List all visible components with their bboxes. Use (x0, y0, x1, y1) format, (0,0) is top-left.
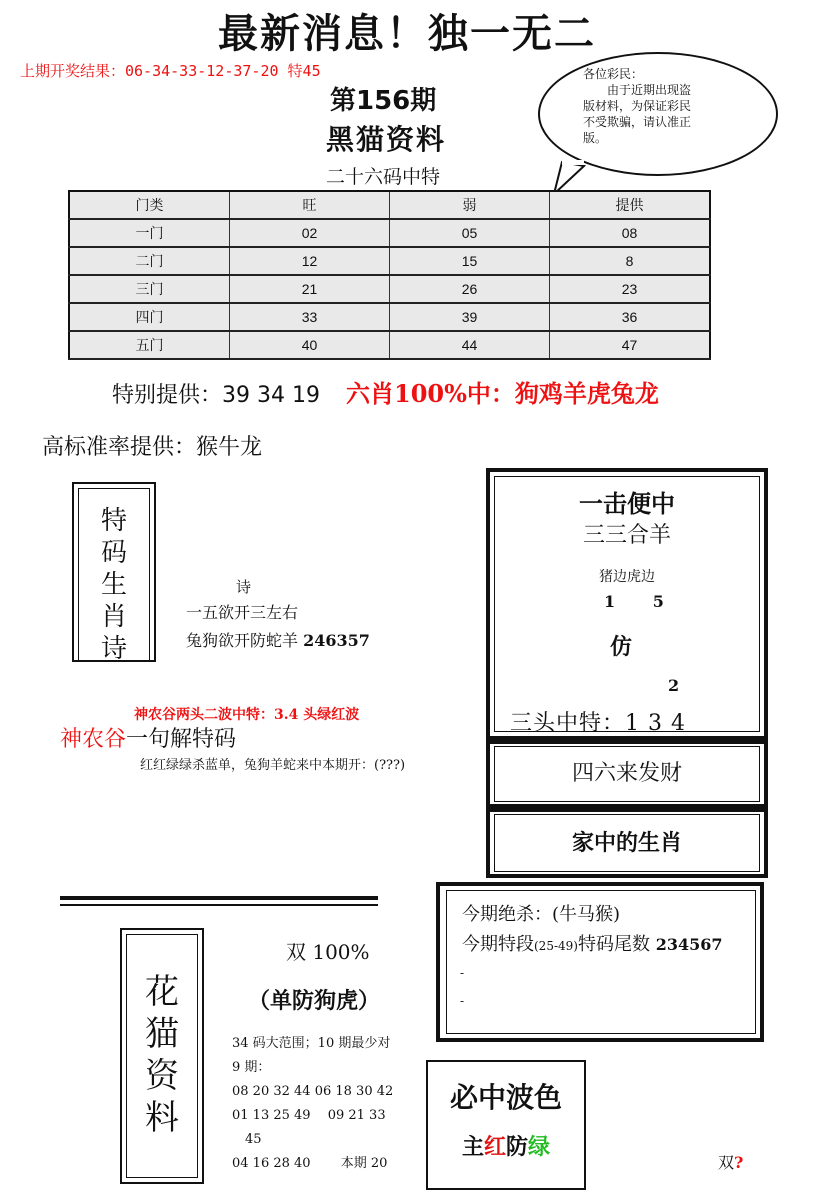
table-cell: 40 (230, 331, 390, 359)
poem-line-1: 一五欲开三左右 (186, 603, 299, 622)
double-100: 双 100% (286, 940, 370, 964)
kill-dash: - (460, 966, 465, 980)
yiji-title: 一击便中 (579, 489, 675, 518)
six-zodiac: 六肖100%中：狗鸡羊虎兔龙 (346, 379, 659, 408)
table-cell: 33 (230, 303, 390, 331)
table-cell: 12 (230, 247, 390, 275)
poem-box-char: 特 (100, 506, 127, 536)
range-line: 34 码大范围；10 期最少对 (232, 1036, 391, 1051)
table-cell: 44 (390, 331, 550, 359)
yiji-two: 2 (668, 676, 680, 695)
high-accuracy: 高标准率提供：猴牛龙 (42, 435, 263, 460)
range-line: 04 16 28 40 本期 20 (232, 1156, 388, 1171)
segment-line (462, 930, 723, 956)
table-cell: 一门 (69, 219, 230, 247)
table-row (69, 331, 710, 359)
shennong-title (60, 722, 236, 753)
kill-dash: - (460, 994, 465, 1008)
table-cell: 05 (390, 219, 550, 247)
poem-box-char: 诗 (100, 634, 127, 664)
table-cell: 02 (230, 219, 390, 247)
number-table (68, 190, 711, 360)
table-cell: 三门 (69, 275, 230, 303)
huamao-char: 猫 (145, 1014, 179, 1054)
santou-text: 三头中特：1 3 4 (510, 711, 686, 736)
range-line: 45 (232, 1132, 262, 1147)
table-cell: 36 (550, 303, 711, 331)
range-line: 01 13 25 49 09 21 33 (232, 1108, 386, 1123)
range-line: 9 期： (232, 1060, 271, 1075)
table-row (69, 219, 710, 247)
yiji-note: 猪边虎边 (599, 569, 655, 585)
huamao-char: 花 (145, 972, 179, 1012)
seg-tail-label: 特码尾数 (577, 934, 656, 955)
table-header: 提供 (550, 191, 711, 219)
poem-line-2 (186, 628, 370, 651)
question-mark-icon: ? (734, 1153, 744, 1172)
wave-red: 红 (483, 1134, 506, 1160)
notice-line: 不受欺骗，请认准正 (583, 115, 692, 129)
notice-line: 由于近期出现盗 (583, 83, 692, 97)
notice-line: 版材料，为保证彩民 (583, 99, 692, 113)
footer-double (718, 1150, 743, 1173)
last-result: 上期开奖结果：06-34-33-12-37-20 特45 (20, 62, 321, 80)
kill-line: 今期绝杀：(牛马猴) (462, 904, 621, 925)
issue-number: 第156期 (330, 86, 437, 116)
yiji-sub: 三三合羊 (582, 523, 671, 548)
wave-color-line (426, 1130, 586, 1161)
table-cell: 8 (550, 247, 711, 275)
poem-box-char: 肖 (100, 602, 127, 632)
notice-line: 各位彩民： (583, 67, 644, 81)
poem-label: 诗 (236, 578, 252, 596)
wave-main: 主 (461, 1134, 484, 1160)
table-header: 旺 (230, 191, 390, 219)
huamao-char: 料 (145, 1098, 179, 1138)
table-cell: 四门 (69, 303, 230, 331)
shennong-title-black: 一句解特码 (126, 727, 237, 752)
seg-tail-digits: 234567 (655, 935, 723, 954)
poem-box-char: 生 (100, 570, 127, 600)
table-row (69, 303, 710, 331)
huamao-box (126, 934, 198, 1178)
shennong-line: 红红绿绿杀蓝单，兔狗羊蛇来中本期开：(???) (140, 758, 406, 773)
table-cell: 23 (550, 275, 711, 303)
notice-text (583, 66, 743, 146)
table-cell: 二门 (69, 247, 230, 275)
table-header-row (69, 191, 710, 219)
yiji-numbers: 1 5 (604, 592, 680, 611)
poem-line-2-number: 246357 (303, 631, 370, 650)
table-row (69, 275, 710, 303)
table-cell: 21 (230, 275, 390, 303)
page-title: 最新消息！独一无二 (218, 10, 596, 57)
shennong-title-red: 神农谷 (60, 727, 127, 752)
material-name: 黑猫资料 (326, 123, 447, 156)
yiji-fang: 仿 (610, 634, 633, 660)
table-cell: 15 (390, 247, 550, 275)
home-zodiac-box: 家中的生肖 (494, 814, 760, 872)
huamao-char: 资 (145, 1056, 179, 1096)
divider (60, 904, 378, 906)
table-cell: 47 (550, 331, 711, 359)
range-line: 08 20 32 44 06 18 30 42 (232, 1084, 394, 1099)
table-subtitle: 二十六码中特 (326, 166, 441, 188)
table-cell: 39 (390, 303, 550, 331)
poem-line-2-text: 兔狗欲开防蛇羊 (186, 631, 304, 650)
table-cell: 26 (390, 275, 550, 303)
table-row (69, 247, 710, 275)
table-header: 门类 (69, 191, 230, 219)
range-list (232, 1032, 422, 1176)
table-header: 弱 (390, 191, 550, 219)
table-cell: 08 (550, 219, 711, 247)
special-numbers: 特别提供：39 34 19 (112, 383, 320, 408)
shennong-headline: 神农谷两头二波中特：3.4 头绿红波 (134, 707, 360, 723)
poem-box-char: 码 (100, 538, 127, 568)
wave-green: 绿 (528, 1134, 551, 1160)
wave-guard: 防 (506, 1134, 529, 1160)
single-guard: （单防狗虎） (248, 988, 381, 1014)
notice-line: 版。 (583, 131, 608, 145)
seg-range: (25-49) (534, 939, 578, 953)
sixfour-box: 四六来发财 (494, 746, 760, 802)
poem-box (78, 488, 150, 662)
table-cell: 五门 (69, 331, 230, 359)
wave-color-title: 必中波色 (449, 1081, 562, 1114)
seg-label: 今期特段 (462, 934, 534, 955)
divider (60, 896, 378, 900)
footer-double-text: 双 (718, 1153, 735, 1172)
